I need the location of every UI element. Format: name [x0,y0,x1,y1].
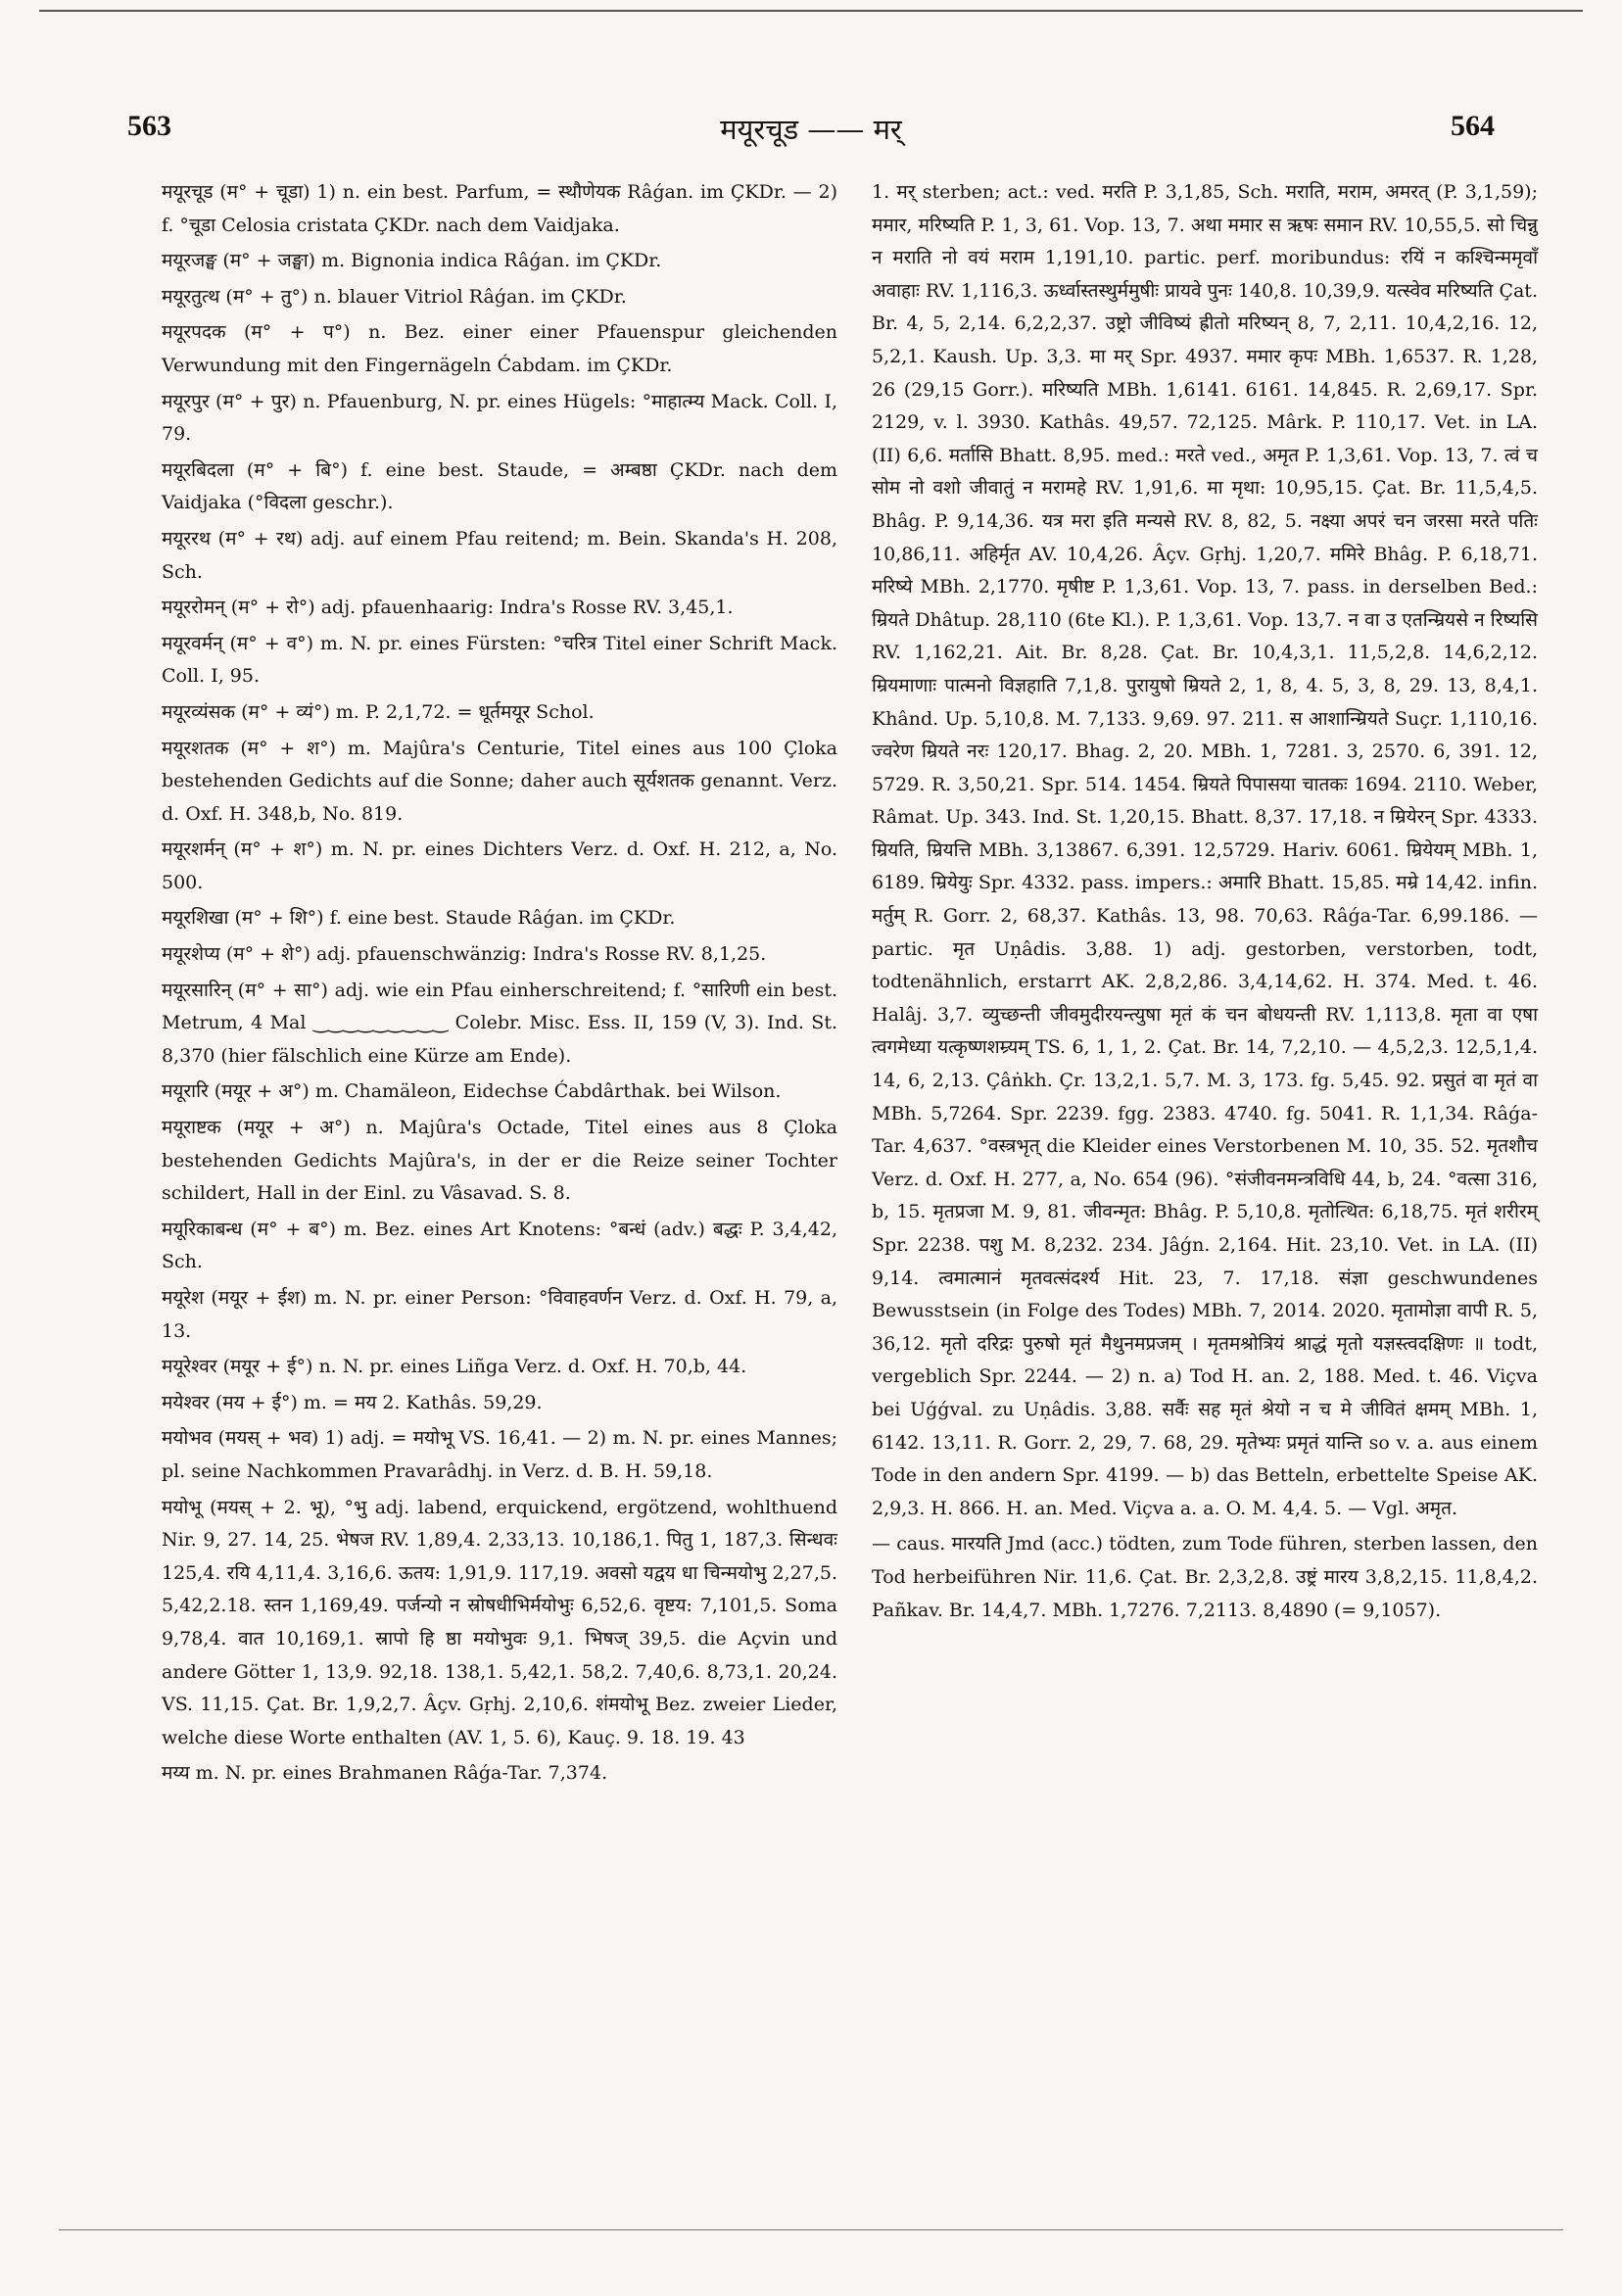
dictionary-entry: मयूरजङ्घ (म° + जङ्घा) m. Bignonia indica Râǵan. im ÇKDr. [162,250,662,272]
bottom-rule [59,2229,1563,2230]
dictionary-entry: मय्य m. N. pr. eines Brahmanen Râǵa-Tar. 7,374. [162,1762,608,1785]
dictionary-entry: मयूरपदक (म° + प°) n. Bez. einer einer Pfauenspur gleichenden Verwundung mit den Fingernägeln Ćabdam. im ÇKDr. [162,321,837,376]
dictionary-entry: मयूरचूड (म° + चूडा) 1) n. ein best. Parfum, = स्थौणेयक Râǵan. im ÇKDr. — 2) f. °चूडा Celosia cristata ÇKDr. nach dem Vaidjaka. [162,181,837,236]
dictionary-entry: मयूरपुर (म° + पुर) n. Pfauenburg, N. pr. eines Hügels: °माहात्म्य Mack. Coll. I, 79. [162,390,837,446]
dictionary-entry: मयूरसारिन् (म° + सा°) adj. wie ein Pfau einherschreitend; f. °सारिणी ein best. Metrum, 4 Mal ‿‿‿‿‿‿‿‿‿ Colebr. Misc. Ess. II, 159 (V, 3). Ind. St. 8,370 (hier fälschlich eine Kürze am Ende). [162,979,837,1067]
left-column [162,176,837,1794]
dictionary-entry-mar: 1. मर् sterben; act.: ved. मरति P. 3,1,85, Sch. मराति, मराम, अमरत् (P. 3,1,59); ममार, मरिष्यति P. 1, 3, 61. Vop. 13, 7. अथा ममार स ऋषः समान RV. 10,55,5. सो चिन्नु न मराति नो वयं मराम 1,191,10. partic. perf. moribundus: रयिं न कश्चिन्ममृवाँ अवाहाः RV. 1,116,3. ऊर्ध्वास्तस्थुर्ममुषीः प्रायवे पुनः 140,8. 10,39,9. यत्स्वेव मरिष्यति Çat. Br. 4, 5, 2,14. 6,2,2,37. उष्ट्रो जीविष्यं ह्रीतो मरिष्यन् 8, 7, 2,11. 10,4,2,16. 12, 5,2,1. Kaush. Up. 3,3. मा मर् Spr. 4937. ममार कृपः MBh. 1,6537. R. 1,28, 26 (29,15 Gorr.). मरिष्यति MBh. 1,6141. 6161. 14,845. R. 2,69,17. Spr. 2129, v. l. 3930. Kathâs. 49,57. 72,125. Mârk. P. 110,17. Vet. in LA. (II) 6,6. मर्तासि Bhatt. 8,95. med.: मरते ved., अमृत P. 1,3,61. Vop. 13, 7. त्वं च सोम नो वशो जीवातुं न मरामहे RV. 1,91,6. मा मृथा: 10,95,15. Çat. Br. 11,5,4,5. Bhâg. P. 9,14,36. यत्र मरा इति मन्यसे RV. 8, 82, 5. नक्ष्या अपरं चन जरसा मरते पतिः 10,86,11. अहिर्मृत AV. 10,4,26. Âçv. Gṛhj. 1,20,7. ममिरे Bhâg. P. 6,18,71. मरिष्ये MBh. 2,1770. मृषीष्ट P. 1,3,61. Vop. 13, 7. pass. in derselben Bed.: म्रियते Dhâtup. 28,110 (6te Kl.). P. 1,3,61. Vop. 13,7. न वा उ एतन्म्रियसे न रिष्यसि RV. 1,162,21. Ait. Br. 8,28. Çat. Br. 10,4,3,1. 11,5,2,8. 14,6,2,12. म्रियमाणाः पात्मनो विज्ञहाति 7,1,8. पुरायुषो म्रियते 2, 1, 8, 4. 5, 3, 8, 29. 13, 8,4,1. Khând. Up. 5,10,8. M. 7,133. 9,69. 97. 211. स आशान्म्रियते Suçr. 1,110,16. ज्वरेण म्रियते नरः 120,17. Bhag. 2, 20. MBh. 1, 7281. 3, 2570. 6, 391. 12, 5729. R. 3,50,21. Spr. 514. 1454. म्रियते पिपासया चातकः 1694. 2110. Weber, Râmat. Up. 343. Ind. St. 1,20,15. Bhatt. 8,37. 17,18. न म्रियेरन् Spr. 4333. म्रियति, म्रियत्ति MBh. 3,13867. 6,391. 12,5729. Hariv. 6061. म्रियेयम् MBh. 1, 6189. म्रियेयुः Spr. 4332. pass. impers.: अमारि Bhatt. 15,85. मम्रे 14,42. infin. मर्तुम् R. Gorr. 2, 68,37. Kathâs. 13, 98. 70,63. Râǵa-Tar. 6,99.186. — partic. मृत Uṇâdis. 3,88. 1) adj. gestorben, verstorben, todt, todtenähnlich, erstarrt AK. 2,8,2,86. 3,4,14,62. H. 374. Med. t. 46. Halâj. 3,7. व्युच्छन्ती जीवमुदीरयन्त्युषा मृतं कं चन बोधयन्ती RV. 1,113,8. मृता वा एषा त्वगमेध्या यत्कृष्णशम्र्यम् TS. 6, 1, 1, 2. Çat. Br. 14, 7,2,10. — 4,5,2,3. 12,5,1,4. 14, 6, 2,13. Çâṅkh. Çr. 13,2,1. 5,7. M. 3, 173. fg. 5,45. 92. प्रसुतं वा मृतं वा MBh. 5,7264. Spr. 2239. fgg. 2383. 4740. fg. 5041. R. 1,1,34. Râǵa-Tar. 4,637. °वस्त्रभृत् die Kleider eines Verstorbenen M. 10, 35. 52. मृतशौच Verz. d. Oxf. H. 277, a, No. 654 (96). °संजीवनमन्त्रविधि 44, b, 24. °वत्सा 316, b, 15. मृतप्रजा M. 9, 81. जीवन्मृत: Bhâg. P. 5,10,8. मृतोत्थित: 6,18,75. मृतं शरीरम् Spr. 2238. पशु M. 8,232. 234. Jâǵn. 2,164. Hit. 23,10. Vet. in LA. (II) 9,14. त्वमात्मानं मृतवत्संदर्श्य Hit. 23, 7. 17,18. संज्ञा geschwundenes Bewusstsein (in Folge des Todes) MBh. 7, 2014. 2020. मृतामोज्ञा वापी R. 5, 36,12. मृतो दरिद्रः पुरुषो मृतं मैथुनमप्रजम् । मृतमश्रोत्रियं श्राद्धं मृतो यज्ञस्त्वदक्षिणः ॥ todt, vergeblich Spr. 2244. — 2) n. a) Tod H. an. 2, 188. Med. t. 46. Viçva bei Uǵǵval. zu Uṇâdis. 3,88. सर्वैः सह मृतं श्रेयो न च मे जीवितं क्षमम् MBh. 1, 6142. 13,11. R. Gorr. 2, 29, 7. 68, 29. मृतेभ्यः प्रमृतं यान्ति so v. a. aus einem Tode in den andern Spr. 4199. — b) das Betteln, erbettelte Speise AK. 2,9,3. H. 866. H. an. Med. Viçva a. a. O. M. 4,4. 5. — Vgl. अमृत. [872,181,1538,1519]
dictionary-entry: मयूरशेप्य (म° + शे°) adj. pfauenschwänzig: Indra's Rosse RV. 8,1,25. [162,943,767,966]
dictionary-entry: मयूरवर्मन् (म° + व°) m. N. pr. eines Fürsten: °चरित्र Titel einer Schrift Mack. Coll. I, 95. [162,632,837,688]
dictionary-entry: मयूरशतक (म° + श°) m. Majûra's Centurie, Titel eines aus 100 Çloka bestehenden Gedichts auf die Sonne; daher auch सूर्यशतक genannt. Verz. d. Oxf. H. 348,b, No. 819. [162,737,837,825]
dictionary-entry: मयूरबिदला (म° + बि°) f. eine best. Staude, = अम्बष्ठा ÇKDr. nach dem Vaidjaka (°विदला geschr.). [162,458,837,514]
dictionary-entry: मयूरिकाबन्ध (म° + ब°) m. Bez. eines Art Knotens: °बन्धं (adv.) बद्धः P. 3,4,42, Sch. [162,1218,837,1273]
dictionary-entry: मयूरेश्वर (मयूर + ई°) n. N. pr. eines Liñga Verz. d. Oxf. H. 70,b, 44. [162,1356,747,1378]
dictionary-entry: मयूरतुत्थ (म° + तु°) n. blauer Vitriol Râǵan. im ÇKDr. [162,285,627,308]
dictionary-entry: मयोभू (मयस् + 2. भू), °भु adj. labend, erquickend, ergötzend, wohlthuend Nir. 9, 27. 14, 25. भेषज RV. 1,89,4. 2,33,13. 10,186,1. पितु 1, 187,3. सिन्धवः 125,4. रयि 4,11,4. 3,16,6. ऊतय: 1,91,9. 117,19. अवसो यद्वय धा चिन्मयोभु 2,27,5. 5,42,2.18. स्तन 1,169,49. पर्जन्यो न स्रोषधीभिर्मयोभुः 6,52,6. वृष्टय: 7,101,5. Soma 9,78,4. वात 10,169,1. स्रापो हि ष्ठा मयोभुवः 9,1. भिषज् 39,5. die Açvin und andere Götter 1, 13,9. 92,18. 138,1. 5,42,1. 58,2. 7,40,6. 8,73,1. 20,24. VS. 11,15. Çat. Br. 1,9,2,7. Âçv. Gṛhj. 2,10,6. शंमयोभू Bez. zweier Lieder, welche diese Worte enthalten (AV. 1, 5. 6), Kauç. 9. 18. 19. 43 [162,1496,837,1748]
right-column [872,176,1538,1630]
left-page-number: 563 [127,110,171,142]
dictionary-entry: मयेश्वर (मय + ई°) m. = मय 2. Kathâs. 59,29. [162,1391,543,1413]
dictionary-entry: मयूरेश (मयूर + ईश) m. N. pr. einer Person: °विवाहवर्णन Verz. d. Oxf. H. 79, a, 13. [162,1287,837,1342]
dictionary-entry: मयूरव्यंसक (म° + व्यं°) m. P. 2,1,72. = धूर्तमयूर Schol. [162,700,595,723]
dictionary-entry: मयूररोमन् (म° + रो°) adj. pfauenhaarig: Indra's Rosse RV. 3,45,1. [162,597,734,619]
dictionary-entry: मयूरशिखा (म° + शि°) f. eine best. Staude Râǵan. im ÇKDr. [162,907,676,930]
page-header [127,110,1495,149]
dictionary-entry: मयूरशर्मन् (म° + श°) m. N. pr. eines Dichters Verz. d. Oxf. H. 212, a, No. 500. [162,838,837,893]
top-rule [39,10,1583,12]
running-title: मयूरचूड —— मर् [720,113,902,146]
dictionary-entry: मयोभव (मयस् + भव) 1) adj. = मयोभू VS. 16,41. — 2) m. N. pr. eines Mannes; pl. seine Nachkommen Pravarâdhj. in Verz. d. B. H. 59,18. [162,1427,837,1482]
dictionary-entry-causative: — caus. मारयति Jmd (acc.) tödten, zum Tode führen, sterben lassen, den Tod herbeiführen Nir. 11,6. Çat. Br. 2,3,2,8. उष्ट्रं मारय 3,8,2,15. 11,8,4,2. Pañkav. Br. 14,4,7. MBh. 1,7276. 7,2113. 8,4890 (= 9,1057). [872,1533,1538,1621]
dictionary-entry: मयूररथ (म° + रथ) adj. auf einem Pfau reitend; m. Bein. Skanda's H. 208, Sch. [162,527,837,583]
dictionary-entry: मयूरारि (मयूर + अ°) m. Chamäleon, Eidechse Ćabdârthak. bei Wilson. [162,1080,782,1103]
right-page-number: 564 [1451,110,1495,142]
dictionary-entry: मयूराष्टक (मयूर + अ°) n. Majûra's Octade, Titel eines aus 8 Çloka bestehenden Gedichts Majûra's, in der er die Reize seiner Tochter schildert, Hall in der Einl. zu Vâsavad. S. 8. [162,1117,837,1205]
